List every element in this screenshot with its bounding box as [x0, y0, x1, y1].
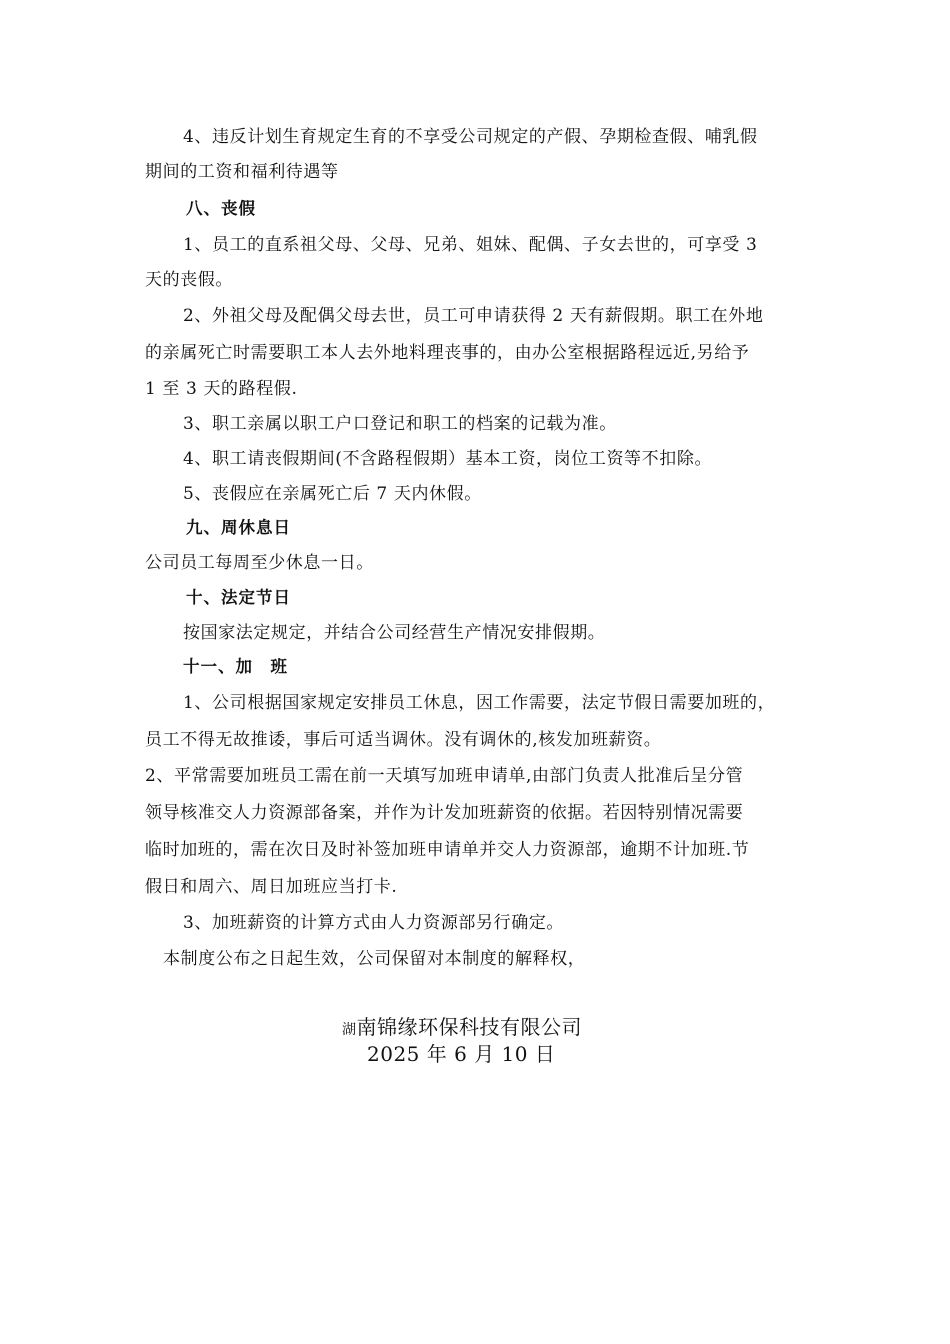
paragraph-line: 的亲属死亡时需要职工本人去外地料理丧事的，由办公室根据路程远近,另给予: [145, 343, 750, 363]
paragraph-line: 3、职工亲属以职工户口登记和职工的档案的记载为准。: [183, 414, 617, 434]
section-heading-overtime: 十一、加 班: [183, 657, 288, 676]
paragraph-line: 员工不得无故推诿，事后可适当调休。没有调休的,核发加班薪资。: [145, 730, 662, 750]
paragraph-line: 1、员工的直系祖父母、父母、兄弟、姐妹、配偶、子女去世的，可享受 3: [183, 235, 758, 255]
company-name-prefix: 湖: [342, 1022, 357, 1038]
paragraph-line: 领导核准交人力资源部备案，并作为计发加班薪资的依据。若因特别情况需要: [145, 803, 744, 823]
section-heading-weekly-rest: 九、周休息日: [186, 518, 291, 537]
paragraph-line: 公司员工每周至少休息一日。: [145, 553, 374, 573]
company-name: 南锦缘环保科技有限公司: [356, 1015, 582, 1039]
paragraph-line: 2、平常需要加班员工需在前一天填写加班申请单,由部门负责人批准后呈分管: [145, 766, 744, 786]
paragraph-line: 按国家法定规定，并结合公司经营生产情况安排假期。: [183, 623, 606, 643]
paragraph-line: 天的丧假。: [145, 270, 233, 290]
paragraph-line: 2、外祖父母及配偶父母去世，员工可申请获得 2 天有薪假期。职工在外地: [183, 306, 764, 326]
company-signature: [342, 1014, 582, 1043]
section-heading-funeral-leave: 八、丧假: [186, 199, 256, 218]
paragraph-line: 3、加班薪资的计算方式由人力资源部另行确定。: [183, 913, 565, 933]
paragraph-line: 临时加班的，需在次日及时补签加班申请单并交人力资源部，逾期不计加班.节: [145, 840, 750, 860]
paragraph-line: 4、职工请丧假期间(不含路程假期）基本工资，岗位工资等不扣除。: [183, 449, 713, 469]
paragraph-line: 假日和周六、周日加班应当打卡.: [145, 877, 398, 897]
signature-date: 2025 年 6 月 10 日: [367, 1042, 556, 1066]
section-heading-statutory-holidays: 十、法定节日: [186, 588, 291, 607]
paragraph-line: 5、丧假应在亲属死亡后 7 天内休假。: [183, 484, 482, 504]
paragraph-line: 4、违反计划生育规定生育的不享受公司规定的产假、孕期检查假、哺乳假: [183, 127, 758, 147]
paragraph-line: 1 至 3 天的路程假.: [145, 379, 298, 399]
paragraph-line: 期间的工资和福利待遇等: [145, 162, 339, 182]
paragraph-line: 1、公司根据国家规定安排员工休息，因工作需要，法定节假日需要加班的，: [183, 693, 776, 713]
closing-statement: 本制度公布之日起生效，公司保留对本制度的解释权，: [163, 949, 586, 969]
